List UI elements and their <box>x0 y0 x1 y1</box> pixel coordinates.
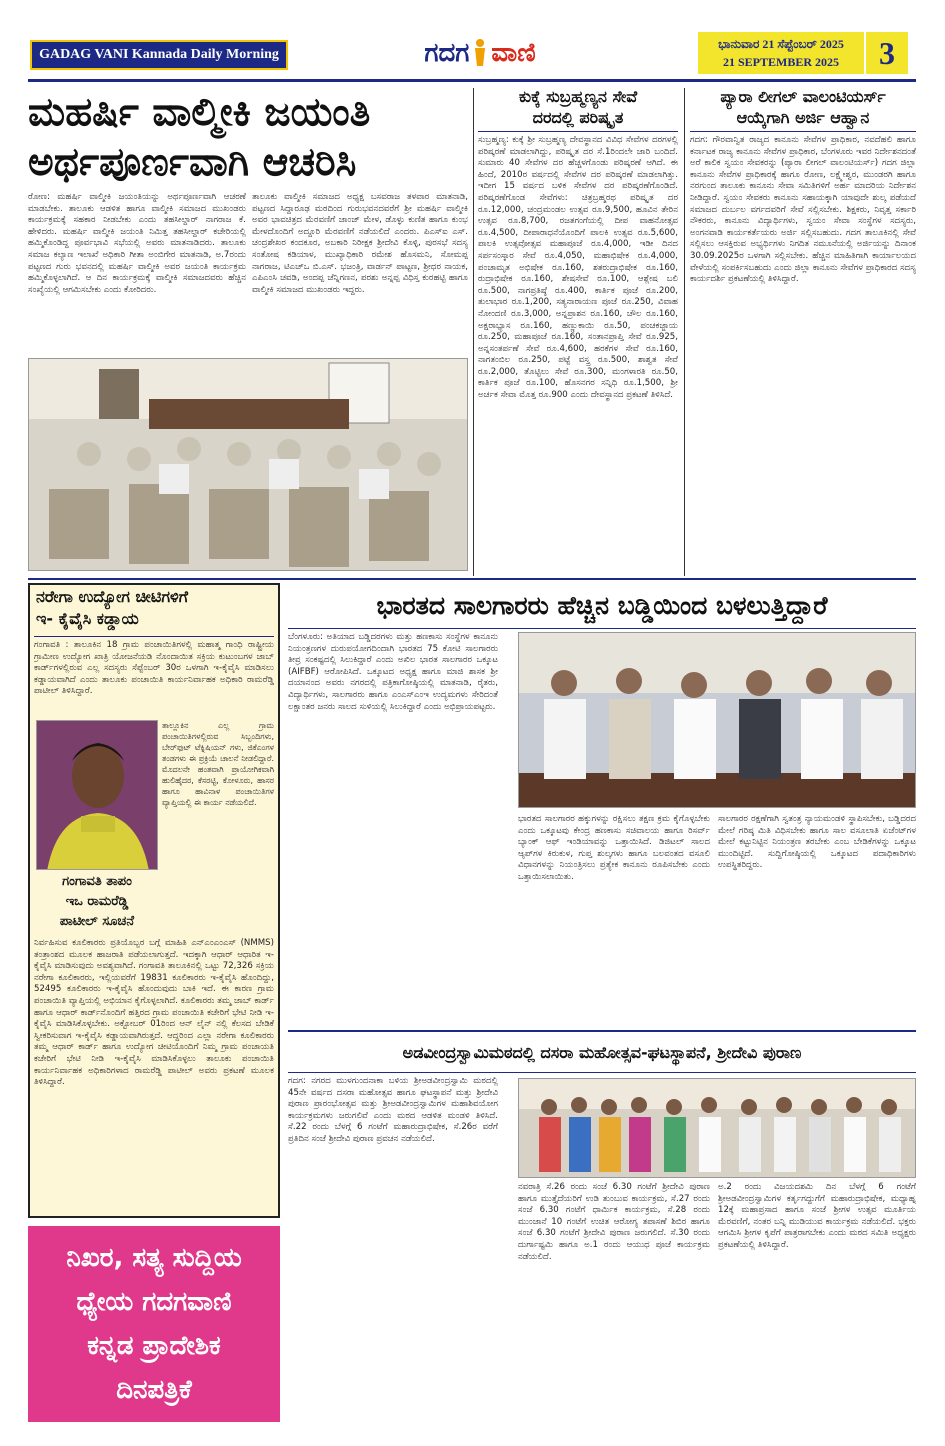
story4-headline-line2: ಇ- ಕೈವೈಸಿ ಕಡ್ಡಾಯ <box>36 609 139 628</box>
story4-portrait-photo <box>36 720 158 870</box>
story2-body: ಸುಬ್ರಹ್ಮಣ್ಯ: ಕುಕ್ಕೆ ಶ್ರೀ ಸುಬ್ರಹ್ಮಣ್ಯ ದೇವಸ್ಥಾನದ ವಿವಿಧ ಸೇವೆಗಳ ದರಗಳಲ್ಲಿ ಪರಿಷ್ಕರಣೆ ಮಾಡಲಾಗಿದ್ದು, ಪರಿಷ್ಕೃತ ದರ ಸೆ.1ರಿಂದಲೇ ಜಾರಿ ಬಂದಿದೆ. ಸುಮಾರು 40 ಸೇವೆಗಳ ದರ ಹೆಚ್ಚಳಗೊಂಡು ಪರಿಷ್ಕರಣೆ ಆಗಿದೆ. ಈ ಹಿಂದೆ, 2010ರ ವರ್ಷದಲ್ಲಿ ಸೇವೆಗಳ ದರ ಪರಿಷ್ಕರಣೆ ಮಾಡಲಾಗಿತ್ತು. ಇದೀಗ 15 ವರ್ಷದ ಬಳಿಕ ಸೇವೆಗಳ ದರ ಪರಿಷ್ಕರಣೆಗೊಂಡಿದೆ. ಪರಿಷ್ಕರಣೆಗೊಂಡ ಸೇವೆಗಳು: ಚಿತ್ರಬ್ರಹ್ಮರಥ ಪರಿಷ್ಕೃತ ದರ ರೂ.12,000, ಚಂದ್ರಮಂಡಲ ಉತ್ಸವ ರೂ.9,500, ಹೂವಿನ ತೇರಿನ ಉತ್ಸವ ರೂ.8,700, ರಜತಗಂಗೆಯಲ್ಲಿ ದೀಪ ವಾಹನೋತ್ಸವ ರೂ.4,500, ದೀಪಾರಾಧನೆಯೊಂದಿಗೆ ಪಾಲಕಿ ಉತ್ಸವ ರೂ.5,600, ಪಾಲಕಿ ಉತ್ಸವೋತ್ಸವ ಮಹಾಪೂಜೆ ರೂ.4,000, ಇಡೀ ದಿನದ ಸರ್ಪಸಂಸ್ಕಾರ ಸೇವೆ ರೂ.4,050, ಮಹಾಭಿಷೇಕ ರೂ.4,000, ಪಂಚಾಮೃತ ಅಭಿಷೇಕ ರೂ.160, ಶತರುದ್ರಾಭಿಷೇಕ ರೂ.160, ರುದ್ರಾಭಿಷೇಕ ರೂ.160, ಶೇಷಸೇವೆ ರೂ.100, ಆಶ್ಲೇಷ ಬಲಿ ರೂ.500, ನಾಗಪ್ರತಿಷ್ಠೆ ರೂ.400, ಕಾರ್ತಿಕ ಪೂಜೆ ರೂ.200, ತುಲಾಭಾರ ರೂ.1,200, ಸತ್ಯನಾರಾಯಣ ಪೂಜೆ ರೂ.250, ವಿವಾಹ ನೋಂದಣಿ ರೂ.3,000, ಅನ್ನಪ್ರಾಶನ ರೂ.160, ಚೌಲ ರೂ.160, ಅಕ್ಷರಾಭ್ಯಾಸ ರೂ.160, ಹಣ್ಣುಕಾಯಿ ರೂ.50, ಪಂಚಕಜ್ಜಾಯ ರೂ.250, ಮಹಾಪೂಜೆ ರೂ.160, ಸಂತಾನಪ್ರಾಪ್ತಿ ಸೇವೆ ರೂ.925, ಅನ್ನಸಂತರ್ಪಣೆ ಸೇವೆ ರೂ.4,600, ಹರಕೆಗಳ ಸೇವೆ ರೂ.160, ನಾಗತಂಬಿಲ ರೂ.250, ಪಟ್ಟೆ ವಸ್ತ್ರ ರೂ.500, ಶಾಶ್ವತ ಸೇವೆ ರೂ.2,000, ತೊಟ್ಟಿಲು ಸೇವೆ ರೂ.300, ಮಂಗಳಾರತಿ ರೂ.50, ಕಾರ್ತಿಕ ಪೂಜೆ ರೂ.100, ಹೊಸನಗರ ಸನ್ನಿಧಿ ರೂ.1,500, ಶ್ರೀ ಅರ್ಚಕ ಸೇವಾ ಮೊತ್ತ ರೂ.900 ಎಂದು ದೇವಸ್ಥಾನದ ಪ್ರಕಟಣೆ ತಿಳಿಸಿದೆ. <box>478 135 678 401</box>
story2-headline-line2: ದರದಲ್ಲಿ ಪರಿಷ್ಕೃತ <box>532 108 624 127</box>
story1-meeting-photo <box>28 358 468 571</box>
story2-rule <box>478 131 678 132</box>
section-rule-1 <box>28 578 916 580</box>
masthead-paper-name: GADAG VANI Kannada Daily Morning <box>30 40 288 70</box>
caption-line3: ಪಾಟೀಲ್ ಸೂಚನೆ <box>59 914 135 929</box>
story4-headline <box>36 586 274 630</box>
story2-headline-line1: ಕುಕ್ಕೆ ಸುಬ್ರಹ್ಮಣ್ಯನ ಸೇವೆ <box>518 87 638 106</box>
story5-rule <box>288 628 916 629</box>
story3-rule <box>690 131 916 132</box>
story1-headline <box>28 88 468 188</box>
section-rule-2 <box>288 1030 916 1032</box>
logo-text-vani: ವಾಣಿ <box>491 37 536 68</box>
masthead-rule <box>28 79 916 82</box>
story3-headline-line2: ಆಯ್ಕೆಗಾಗಿ ಅರ್ಜಿ ಆಹ್ವಾನ <box>736 108 870 127</box>
promo-line2: ಧ್ಯೇಯ ಗದಗವಾಣಿ <box>76 1287 232 1317</box>
logo-figure-icon <box>472 38 488 68</box>
column-divider-2 <box>684 88 685 576</box>
caption-line1: ಗಂಗಾವತಿ ತಾಪಂ <box>62 874 132 889</box>
story5-column-2: ಭಾರತದ ಸಾಲಗಾರರ ಹಕ್ಕುಗಳನ್ನು ರಕ್ಷಿಸಲು ತಕ್ಷಣ ಕ್ರಮ ಕೈಗೊಳ್ಳಬೇಕು ಎಂದು ಒಕ್ಕೂಟವು ಕೇಂದ್ರ ಹಣಕಾಸು ಸಚಿವಾಲಯ ಹಾಗೂ ರಿಸರ್ವ್ ಬ್ಯಾಂಕ್ ಆಫ್ ಇಂಡಿಯಾವನ್ನು ಒತ್ತಾಯಿಸಿದೆ. ಡಿಜಿಟಲ್ ಸಾಲದ ಆ್ಯಪ್‌ಗಳ ಕಿರುಕುಳ, ಗುಪ್ತ ಶುಲ್ಕಗಳು ಹಾಗೂ ಬಲವಂತದ ವಸೂಲಿ ವಿಧಾನಗಳನ್ನು ನಿಯಂತ್ರಿಸಲು ಪ್ರತ್ಯೇಕ ಕಾನೂನು ರೂಪಿಸಬೇಕು ಎಂದು ಒತ್ತಾಯಿಸಲಾಯಿತು. <box>518 814 710 882</box>
logo-text-gadaga: ಗದಗ <box>424 37 470 68</box>
story6-rule <box>288 1072 916 1073</box>
story1-column-2: ತಾಲೂಕು ವಾಲ್ಮೀಕಿ ಸಮಾಜದ ಅಧ್ಯಕ್ಷ ಬಸವರಾಜ ತಳವಾರ ಮಾತನಾಡಿ, ಪಟ್ಟಣದ ಸಿದ್ದಾರೂಢ ಮಠದಿಂದ ಗುರುಭವನದವರೆಗೆ ಶ್ರೀ ಮಹರ್ಷಿ ವಾಲ್ಮೀಕಿ ಅವರ ಭಾವಚಿತ್ರದ ಮೆರವಣಿಗೆ ಜಾಂಜ್ ಮೇಳ, ಡೊಳ್ಳು ಕುಣಿತ ಹಾಗೂ ಕುಂಭ ಮೇಳದೊಂದಿಗೆ ಅದ್ದೂರಿ ಮೆರವಣಿಗೆ ನಡೆಯಲಿದೆ ಎಂದರು. ಪಿಎಸ್ಐ ಎಸ್. ಚಂದ್ರಶೇಖರ ಕಂದಕೂರ, ಅಬಕಾರಿ ನಿರೀಕ್ಷಕ ಶ್ರೀದೇವಿ ಕೊಳ್ಳಿ, ಪುರಸಭೆ ಸದಸ್ಯ ಸಂತೋಷ ಕಡಿಯಾಳ, ಮುಖ್ಯಾಧಿಕಾರಿ ರಮೇಶ ಹೊಸಮನಿ, ಸೋಮಪ್ಪ ನಾಗರಾಜ, ಟಿಎಚ್‌ಒ ಬಿ.ಎಸ್. ಭಜಂತ್ರಿ, ವಾರ್ಡನ್ ಪಾಟ್ಟಣ, ಶ್ರೀಧರ ನಾಯಕ, ಎಪಿಎಂಸಿ ಚವಡಿ, ಅಂದಪ್ಪ ಚೆನ್ನಿಗಣನ, ಪರಶು ಅನ್ನಪ್ಪ ವಿಧಿಸ್ತ ಕುರಹಟ್ಟಿ ಹಾಗೂ ವಾಲ್ಮೀಕಿ ಸಮಾಜದ ಮುಖಂಡರು ಇದ್ದರು. <box>252 192 468 295</box>
masthead-logo <box>410 28 550 78</box>
story4-rule <box>34 636 274 637</box>
story1-column-1: ರೋಣ: ಮಹರ್ಷಿ ವಾಲ್ಮೀಕಿ ಜಯಂತಿಯನ್ನು ಅರ್ಥಪೂರ್ಣವಾಗಿ ಆಚರಣೆ ಮಾಡಬೇಕು. ತಾಲೂಕು ಆಡಳಿತ ಹಾಗೂ ವಾಲ್ಮೀಕಿ ಸಮಾಜದ ಮುಖಂಡರು ಕಾರ್ಯಕ್ರಮಕ್ಕೆ ಸಹಕಾರ ನೀಡಬೇಕು ಎಂದು ತಹಸೀಲ್ದಾರ್ ನಾಗರಾಜ ಕೆ. ಹೇಳಿದರು. ಮಹರ್ಷಿ ವಾಲ್ಮೀಕಿ ಜಯಂತಿ ನಿಮಿತ್ತ ತಹಸೀಲ್ದಾರ್ ಕಚೇರಿಯಲ್ಲಿ ಹಮ್ಮಿಕೊಂಡಿದ್ದ ಪೂರ್ವಭಾವಿ ಸಭೆಯಲ್ಲಿ ಅವರು ಮಾತನಾಡಿದರು. ತಾಲೂಕು ಸಮಾಜ ಕಲ್ಯಾಣ ಇಲಾಖೆ ಅಧಿಕಾರಿ ಗೀತಾ ಅಂಬಿಗೇರ ಮಾತನಾಡಿ, ಅ.7ರಂದು ಪಟ್ಟಣದ ಗುರು ಭವನದಲ್ಲಿ ಮಹರ್ಷಿ ವಾಲ್ಮೀಕಿ ಅವರ ಜಯಂತಿ ಕಾರ್ಯಕ್ರಮ ಹಮ್ಮಿಕೊಳ್ಳಲಾಗಿದೆ. ಆ ದಿನ ಕಾರ್ಯಕ್ರಮಕ್ಕೆ ವಾಲ್ಮೀಕಿ ಸಮಾಜದವರು ಹೆಚ್ಚಿನ ಸಂಖ್ಯೆಯಲ್ಲಿ ಆಗಮಿಸಬೇಕು ಎಂದು ಕೋರಿದರು. <box>28 192 246 295</box>
promo-banner <box>28 1226 280 1422</box>
story3-body: ಗದಗ: ಗೌರವಾನ್ವಿತ ರಾಜ್ಯದ ಕಾನೂನು ಸೇವೆಗಳ ಪ್ರಾಧಿಕಾರ, ನವದೆಹಲಿ ಹಾಗೂ ಕರ್ನಾಟಕ ರಾಜ್ಯ ಕಾನೂನು ಸೇವೆಗಳ ಪ್ರಾಧಿಕಾರ, ಬೆಂಗಳೂರು ಇವರ ನಿರ್ದೇಶನದಂತೆ ಅರೆ ಕಾಲಿಕ ಸ್ವಯಂ ಸೇವಕರನ್ನು (ಪ್ಯಾರಾ ಲೀಗಲ್ ವಾಲಂಟಿಯರ್ಸ್) ಗದಗ ಜಿಲ್ಲಾ ಕಾನೂನು ಸೇವೆಗಳ ಪ್ರಾಧಿಕಾರಕ್ಕೆ ಹಾಗೂ ರೋಣ, ಲಕ್ಷ್ಮೇಶ್ವರ, ಮುಂಡರಗಿ ಹಾಗೂ ನರಗುಂದ ತಾಲೂಕು ಕಾನೂನು ಸೇವಾ ಸಮಿತಿಗಳಿಗೆ ಅರ್ಹ ಮಾದರಿಯ ನಿರ್ದೇಶನ ನೀಡಿದ್ದಾರೆ. ಸ್ವಯಂ ಸೇವಕರು ಕಾನೂನು ಸಹಾಯಕ್ಕಾಗಿ ಯಾವುದೇ ಶುಲ್ಕ ಪಡೆಯದೆ ಸಮಾಜದ ದುರ್ಬಲ ವರ್ಗದವರಿಗೆ ಸೇವೆ ಸಲ್ಲಿಸಬೇಕು. ಶಿಕ್ಷಕರು, ನಿವೃತ್ತ ಸರ್ಕಾರಿ ನೌಕರರು, ಕಾನೂನು ವಿದ್ಯಾರ್ಥಿಗಳು, ಸ್ವಯಂ ಸೇವಾ ಸಂಸ್ಥೆಗಳ ಸದಸ್ಯರು, ಅಂಗನವಾಡಿ ಕಾರ್ಯಕರ್ತೆಯರು ಅರ್ಜಿ ಸಲ್ಲಿಸಬಹುದು. ಗದಗ ತಾಲೂಕಿನಲ್ಲಿ ಸೇವೆ ಸಲ್ಲಿಸಲು ಆಸಕ್ತಿರುವ ಅಭ್ಯರ್ಥಿಗಳು ನಿಗದಿತ ನಮೂನೆಯಲ್ಲಿ ಅರ್ಜಿಯನ್ನು ದಿನಾಂಕ 30.09.2025ರ ಒಳಗಾಗಿ ಸಲ್ಲಿಸಬೇಕು. ಹೆಚ್ಚಿನ ಮಾಹಿತಿಗಾಗಿ ಕಾರ್ಯಾಲಯದ ವೇಳೆಯಲ್ಲಿ ಸಂಪರ್ಕಿಸಬಹುದು ಎಂದು ಜಿಲ್ಲಾ ಕಾನೂನು ಸೇವೆಗಳ ಪ್ರಾಧಿಕಾರದ ಸದಸ್ಯ ಕಾರ್ಯದರ್ಶಿ ಪ್ರಕಟಣೆಯಲ್ಲಿ ತಿಳಿಸಿದ್ದಾರೆ. <box>690 135 916 285</box>
date-kannada: ಭಾನುವಾರ 21 ಸೆಪ್ಟೆಂಬರ್ 2025 <box>718 37 844 51</box>
promo-line4: ದಿನಪತ್ರಿಕೆ <box>116 1375 192 1405</box>
story1-headline-line1: ಮಹರ್ಷಿ ವಾಲ್ಮೀಕಿ ಜಯಂತಿ <box>28 90 371 135</box>
story4-lead: ಗಂಗಾವತಿ : ತಾಲೂಕಿನ 18 ಗ್ರಾಮ ಪಂಚಾಯಿತಿಗಳಲ್ಲಿ ಮಹಾತ್ಮ ಗಾಂಧಿ ರಾಷ್ಟ್ರೀಯ ಗ್ರಾಮೀಣ ಉದ್ಯೋಗ ಖಾತ್ರಿ ಯೋಜನೆಯಡಿ ನೊಂದಾಯಿತ ಸಕ್ರಿಯ ಕುಟುಂಬಗಳ ಜಾಬ್ ಕಾರ್ಡ್‌ಗಳಲ್ಲಿರುವ ಎಲ್ಲ ಸದಸ್ಯರು ಸೆಪ್ಟೆಂಬರ್ 30ರ ಒಳಗಾಗಿ ಇ-ಕೈವೈಸಿ ಮಾಡಿಸಲು ಕಡ್ಡಾಯವಾಗಿದೆ ಎಂದು ತಾಲೂಕು ಪಂಚಾಯಿತಿ ಕಾರ್ಯನಿರ್ವಾಹಕ ಅಧಿಕಾರಿ ರಾಮರೆಡ್ಡಿ ಪಾಟೀಲ್ ತಿಳಿಸಿದ್ದಾರೆ. <box>34 640 274 697</box>
story6-group-photo <box>518 1078 916 1178</box>
story5-headline: ಭಾರತದ ಸಾಲಗಾರರು ಹೆಚ್ಚಿನ ಬಡ್ಡಿಯಿಂದ ಬಳಲುತ್ತಿದ್ದಾರೆ <box>376 591 828 620</box>
promo-line3: ಕನ್ನಡ ಪ್ರಾದೇಶಿಕ <box>87 1331 221 1361</box>
story6-column-2: ನವರಾತ್ರಿ ಸೆ.26 ರಂದು ಸಂಜೆ 6.30 ಗಂಟೆಗೆ ಶ್ರೀದೇವಿ ಪುರಾಣ ಹಾಗೂ ಮುತ್ತೈದೆಯರಿಗೆ ಉಡಿ ತುಂಬುವ ಕಾರ್ಯಕ್ರಮ, ಸೆ.27 ರಂದು ಸಂಜೆ 6.30 ಗಂಟೆಗೆ ಧಾರ್ಮಿಕ ಕಾರ್ಯಕ್ರಮ, ಸೆ.28 ರಂದು ಮುಂಜಾನೆ 10 ಗಂಟೆಗೆ ಉಚಿತ ಆರೋಗ್ಯ ತಪಾಸಣೆ ಶಿಬಿರ ಹಾಗೂ ಸಂಜೆ 6.30 ಗಂಟೆಗೆ ಶ್ರೀದೇವಿ ಪುರಾಣ ಜರುಗಲಿದೆ. ಸೆ.30 ರಂದು ದುರ್ಗಾಷ್ಟಮಿ ಹಾಗೂ ಅ.1 ರಂದು ಆಯುಧ ಪೂಜೆ ಕಾರ್ಯಕ್ರಮ ನಡೆಯಲಿದೆ. <box>518 1182 710 1262</box>
story6-headline: ಅಡವೀಂದ್ರಸ್ವಾಮಿಮಠದಲ್ಲಿ ದಸರಾ ಮಹೋತ್ಸವ-ಘಟಸ್ಥಾಪನೆ, ಶ್ರೀದೇವಿ ಪುರಾಣ <box>402 1043 802 1062</box>
story1-headline-line2: ಅರ್ಥಪೂರ್ಣವಾಗಿ ಆಚರಿಸಿ <box>28 140 357 185</box>
page-number: 3 <box>866 32 908 74</box>
masthead-date <box>698 32 864 74</box>
column-divider-1 <box>473 88 474 576</box>
caption-line2: ಇಒ ರಾಮರೆಡ್ಡಿ <box>65 894 129 909</box>
story3-headline-line1: ಪ್ಯಾರಾ ಲೀಗಲ್ ವಾಲಂಟಿಯರ್ಸ್ <box>720 87 886 106</box>
story6-column-3: ಅ.2 ರಂದು ವಿಜಯದಶಮಿ ದಿನ ಬೆಳಗ್ಗೆ 6 ಗಂಟೆಗೆ ಶ್ರೀಅಡವೀಂದ್ರಸ್ವಾಮಿಗಳ ಕರ್ತೃಗದ್ದುಗೆಗೆ ಮಹಾರುದ್ರಾಭಿಷೇಕ, ಮಧ್ಯಾಹ್ನ 12ಕ್ಕೆ ಮಹಾಪ್ರಸಾದ ಹಾಗೂ ಸಂಜೆ ಶ್ರೀಗಳ ಉತ್ಸವ ಮೂರ್ತಿಯ ಮೆರವಣಿಗೆ, ನಂತರ ಬನ್ನಿ ಮುಡಿಯುವ ಕಾರ್ಯಕ್ರಮ ನಡೆಯಲಿದೆ. ಭಕ್ತರು ಆಗಮಿಸಿ ಶ್ರೀಗಳ ಕೃಪೆಗೆ ಪಾತ್ರರಾಗಬೇಕು ಎಂದು ಮಠದ ಸಮಿತಿ ಅಧ್ಯಕ್ಷರು ಪ್ರಕಟಣೆಯಲ್ಲಿ ತಿಳಿಸಿದ್ದಾರೆ. <box>718 1182 916 1250</box>
date-english: 21 SEPTEMBER 2025 <box>722 55 839 69</box>
story5-column-3: ಸಾಲಗಾರರ ರಕ್ಷಣೆಗಾಗಿ ಸ್ವತಂತ್ರ ನ್ಯಾಯಮಂಡಳಿ ಸ್ಥಾಪಿಸಬೇಕು, ಬಡ್ಡಿದರದ ಮೇಲೆ ಗರಿಷ್ಠ ಮಿತಿ ವಿಧಿಸಬೇಕು ಹಾಗೂ ಸಾಲ ವಸೂಲಾತಿ ಏಜೆಂಟ್‌ಗಳ ಮೇಲೆ ಕಟ್ಟುನಿಟ್ಟಿನ ನಿಯಂತ್ರಣ ತರಬೇಕು ಎಂಬ ಬೇಡಿಕೆಗಳನ್ನು ಒಕ್ಕೂಟ ಮುಂದಿಟ್ಟಿದೆ. ಸುದ್ದಿಗೋಷ್ಠಿಯಲ್ಲಿ ಒಕ್ಕೂಟದ ಪದಾಧಿಕಾರಿಗಳು ಉಪಸ್ಥಿತರಿದ್ದರು. <box>718 814 916 871</box>
story5-column-1: ಬೆಂಗಳೂರು: ಅತಿಯಾದ ಬಡ್ಡಿದರಗಳು ಮತ್ತು ಹಣಕಾಸು ಸಂಸ್ಥೆಗಳ ಕಾನೂನು ನಿಯಂತ್ರಣಗಳ ದುರುಪಯೋಗದಿಂದಾಗಿ ಭಾರತದ 75 ಕೋಟಿ ಸಾಲಗಾರರು ತೀವ್ರ ಸಂಕಷ್ಟದಲ್ಲಿ ಸಿಲುಕಿದ್ದಾರೆ ಎಂದು ಅಖಿಲ ಭಾರತ ಸಾಲಗಾರರ ಒಕ್ಕೂಟ (AIFBF) ಆರೋಪಿಸಿದೆ. ಒಕ್ಕೂಟದ ಅಧ್ಯಕ್ಷ ಹಾಗೂ ಮಾಜಿ ಶಾಸಕ ಶ್ರೀ ದಯಾನಂದ ಅವರು ನಗರದಲ್ಲಿ ಪತ್ರಿಕಾಗೋಷ್ಠಿಯಲ್ಲಿ ಮಾತನಾಡಿ, ರೈತರು, ವಿದ್ಯಾರ್ಥಿಗಳು, ಸಾಲಗಾರರು ಹಾಗೂ ಎಂಎಸ್ಎಂಇ ಉದ್ಯಮಗಳು ಸೇರಿದಂತೆ ಲಕ್ಷಾಂತರ ಜನರು ಸಾಲದ ಸುಳಿಯಲ್ಲಿ ಸಿಲುಕಿದ್ದಾರೆ ಎಂದು ಅಭಿಪ್ರಾಯಪಟ್ಟರು. <box>288 632 498 712</box>
story4-wrap-text: ತಾಲ್ಲೂಕಿನ ಎಲ್ಲ ಗ್ರಾಮ ಪಂಚಾಯಿತಿಗಳಲ್ಲಿರುವ ಸಿಬ್ಬಂದಿಗಳು, ಬೇರ್‌ಫುಟ್ ಟೆಕ್ನಿಷಿಯನ್ ಗಳು, ಜಿಕೆಎಂಗಳ ತಂಡಗಳು ಈ ಪ್ರಕ್ರಿಯೆ ಚಾಲನೆ ನೀಡಲಿದ್ದಾರೆ. ಮೊದಲನೇ ಹಂತವಾಗಿ ಪ್ರಾಯೋಗಿಕವಾಗಿ ಹುಲಿಹೈದರ, ಕೆಸರಟ್ಟಿ, ಕೋಳೂರು, ಹಾಸರ ಹಾಗೂ ಹಾವಿನಾಳ ಪಂಚಾಯಿತಿಗಳ ವ್ಯಾಪ್ತಿಯಲ್ಲಿ ಈ ಕಾರ್ಯ ನಡೆಯಲಿದೆ. <box>162 721 274 807</box>
story3-headline <box>690 86 916 128</box>
promo-line1: ನಿಖರ, ಸತ್ಯ ಸುದ್ದಿಯ <box>66 1243 242 1273</box>
story5-press-photo <box>518 632 916 808</box>
story4-rest: ನಿರ್ವಹಿಸುವ ಕೂಲಿಕಾರರು ಪ್ರತಿಯೊಬ್ಬರ ಬಗ್ಗೆ ಮಾಹಿತಿ ಎನ್‌ಎಂಎಂಎಸ್ (NMMS) ತಂತ್ರಾಂಶದ ಮೂಲಕ ಹಾಜರಾತಿ ಪಡೆಯಲಾಗುತ್ತದೆ. ಇದಕ್ಕಾಗಿ ಆಧಾರ್ ಆಧಾರಿತ ಇ-ಕೈವೈಸಿ ಮಾಡಿಸುವುದು ಅವಶ್ಯವಾಗಿದೆ. ಗಂಗಾವತಿ ತಾಲೂಕಿನಲ್ಲಿ ಒಟ್ಟು 72,326 ಸಕ್ರಿಯ ನರೇಗಾ ಕೂಲಿಕಾರರು, ಇಲ್ಲಿಯವರೆಗೆ 19831 ಕೂಲಿಕಾರರು ಇ-ಕೈವೈಸಿ ಹೊಂದಿದ್ದು, 52495 ಕೂಲಿಕಾರರು ಇ-ಕೈವೈಸಿ ಹೊಂದುವುದು ಬಾಕಿ ಇದೆ. ಈ ಕಾರಣ ಗ್ರಾಮ ಪಂಚಾಯಿತಿ ವ್ಯಾಪ್ತಿಯಲ್ಲಿ ಅಭಿಯಾನ ಕೈಗೊಳ್ಳಲಾಗಿದೆ. ಕೂಲಿಕಾರರು ತಮ್ಮ ಜಾಬ್ ಕಾರ್ಡ್ ಹಾಗೂ ಆಧಾರ್ ಕಾರ್ಡ್‌ನೊಂದಿಗೆ ಹತ್ತಿರದ ಗ್ರಾಮ ಪಂಚಾಯಿತಿ ಕಚೇರಿಗೆ ಭೇಟಿ ನೀಡಿ ಇ-ಕೈವೈಸಿ ಮಾಡಿಸಿಕೊಳ್ಳಬೇಕು. ಅಕ್ಟೋಬರ್ 01ರಿಂದ ಆನ್ ಲೈನ್ ನಲ್ಲಿ ಕೆಲಸದ ಬೇಡಿಕೆ ಸ್ವೀಕರಿಸುವಾಗ ಇ-ಕೈವೈಸಿ ಕಡ್ಡಾಯವಾಗಿರುತ್ತದೆ. ಆದ್ದರಿಂದ ಎಲ್ಲಾ ನರೇಗಾ ಕೂಲಿಕಾರರು ತಮ್ಮ ಆಧಾರ್ ಕಾರ್ಡ್ ಹಾಗೂ ಉದ್ಯೋಗ ಚೀಟಿಯೊಂದಿಗೆ ನಿಮ್ಮ ಗ್ರಾಮ ಪಂಚಾಯತಿ ಕಚೇರಿಗೆ ಭೇಟಿ ನೀಡಿ ಇ-ಕೈವೈಸಿ ಮಾಡಿಸಿಕೊಳ್ಳಲು ತಾಲೂಕು ಪಂಚಾಯಿತಿ ಕಾರ್ಯನಿರ್ವಾಹಕ ಅಧಿಕಾರಿಗಳಾದ ರಾಮರೆಡ್ಡಿ ಪಾಟೀಲ್ ಅವರು ಪ್ರಕಟಣೆ ಮೂಲಕ ತಿಳಿಸಿದ್ದಾರೆ. <box>34 938 274 1088</box>
story6-column-1: ಗದಗ: ನಗರದ ಮುಳಗುಂದನಾಕಾ ಬಳಿಯ ಶ್ರೀಅಡವೀಂದ್ರಸ್ವಾಮಿ ಮಠದಲ್ಲಿ 45ನೇ ವರ್ಷದ ದಸರಾ ಮಹೋತ್ಸವ ಹಾಗೂ ಘಟಸ್ಥಾಪನೆ ಮತ್ತು ಶ್ರೀದೇವಿ ಪುರಾಣ ಪ್ರಾರಂಭೋತ್ಸವ ಮತ್ತು ಶ್ರೀಅಡವೀಂದ್ರಸ್ವಾಮಿಗಳ ಮಹಾಶಿವಯೋಗ ಕಾರ್ಯಕ್ರಮಗಳು ಜರುಗಲಿವೆ ಎಂದು ಮಠದ ಆಡಳಿತ ಮಂಡಳಿ ತಿಳಿಸಿದೆ. ಸೆ.22 ರಂದು ಬೆಳಗ್ಗೆ 6 ಗಂಟೆಗೆ ಮಹಾರುದ್ರಾಭಿಷೇಕ, ಸೆ.26ರ ವರೆಗೆ ಪ್ರತಿದಿನ ಸಂಜೆ ಶ್ರೀದೇವಿ ಪುರಾಣ ಪ್ರವಚನ ನಡೆಯಲಿದೆ. <box>288 1076 498 1144</box>
story4-photo-caption <box>36 872 158 934</box>
story4-headline-line1: ನರೇಗಾ ಉದ್ಯೋಗ ಚೀಟಿಗಳಿಗೆ <box>36 587 189 606</box>
story2-headline <box>478 86 678 128</box>
